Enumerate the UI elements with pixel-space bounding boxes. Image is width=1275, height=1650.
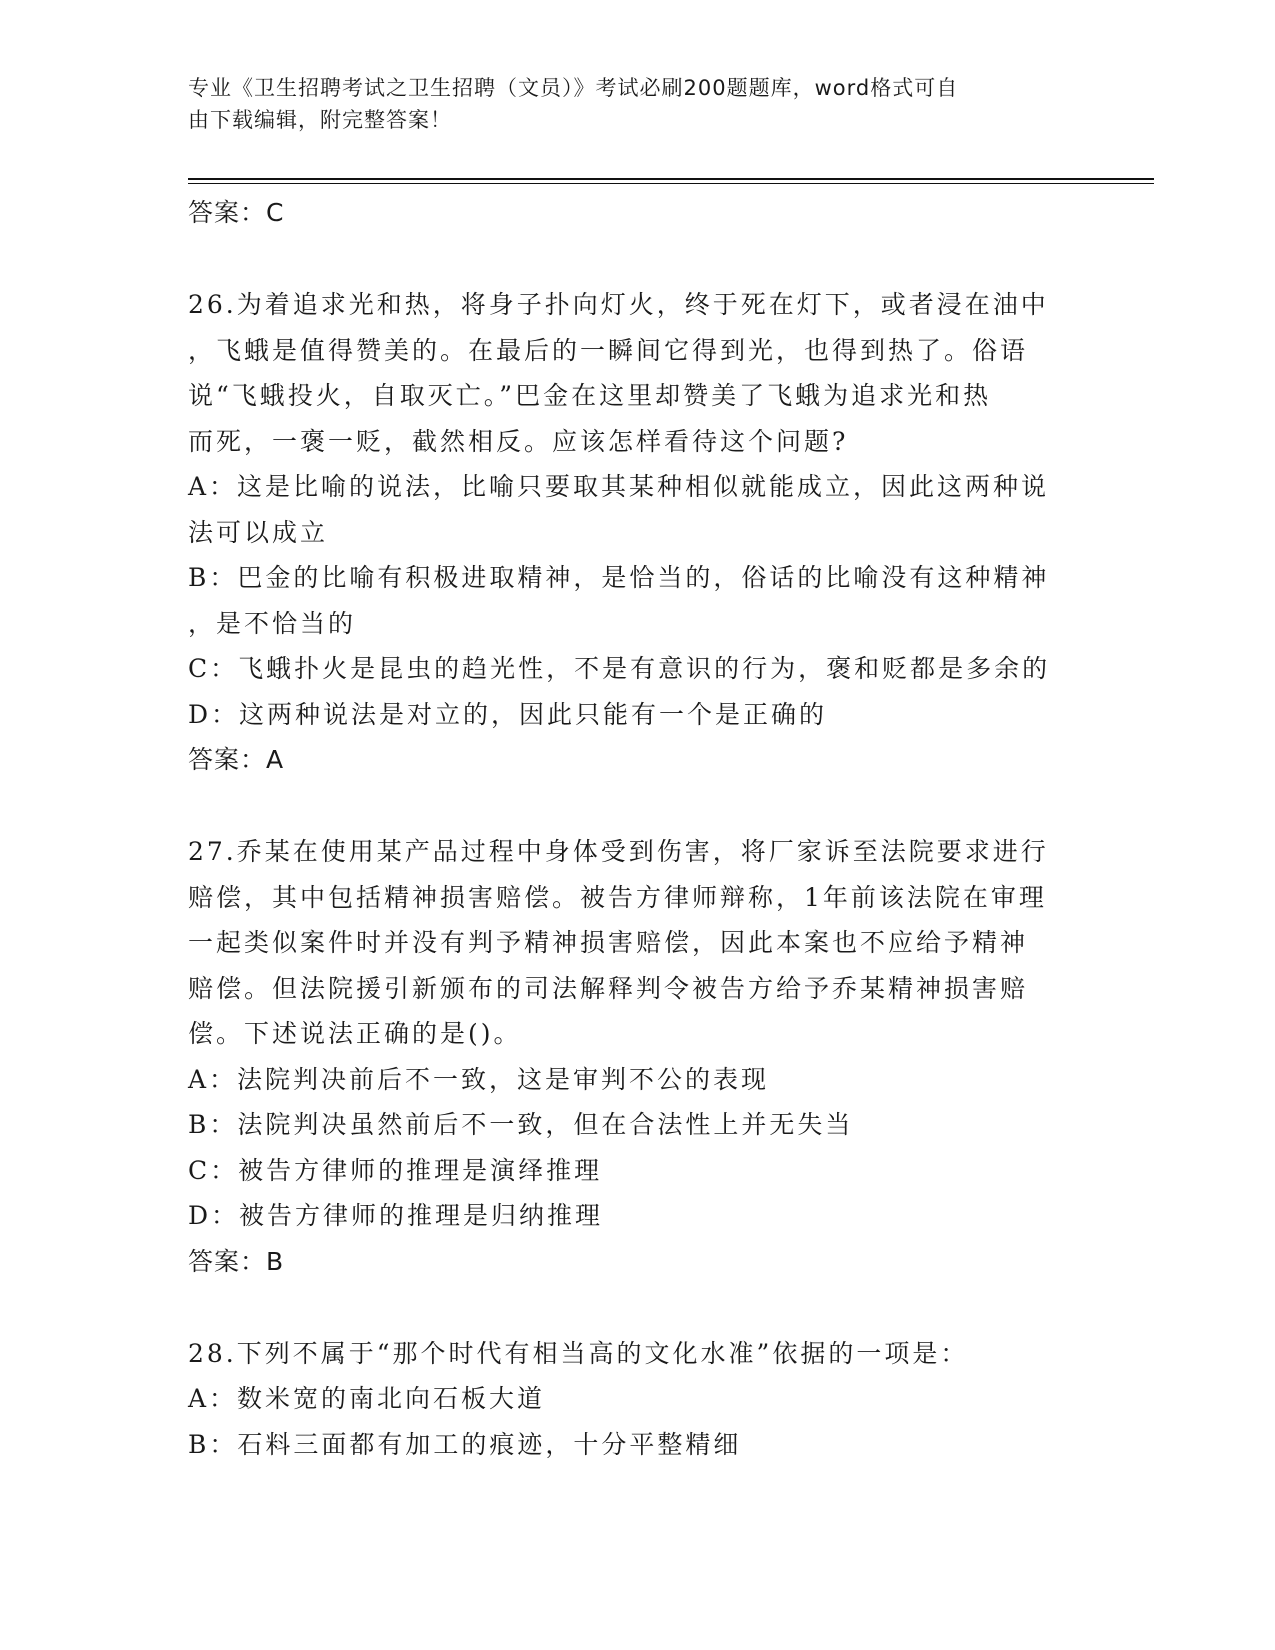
option-a: A：这是比喻的说法，比喻只要取其某种相似就能成立，因此这两种说: [188, 472, 1050, 501]
question-26: [188, 282, 1088, 783]
question-stem-line: 而死，一褒一贬，截然相反。应该怎样看待这个问题?: [188, 426, 849, 456]
question-28: [188, 1331, 1088, 1468]
option-b: B：巴金的比喻有积极进取精神，是恰当的，俗话的比喻没有这种精神: [188, 563, 1050, 592]
header-divider-thick: [188, 178, 1154, 180]
option-d: D：这两种说法是对立的，因此只能有一个是正确的: [188, 699, 828, 729]
option-a-continued: 法可以成立: [188, 517, 329, 547]
question-stem-line: 偿。下述说法正确的是()。: [188, 1019, 522, 1048]
option-b: B：石料三面都有加工的痕迹，十分平整精细: [188, 1429, 742, 1459]
option-a: A：法院判决前后不一致，这是审判不公的表现: [188, 1064, 770, 1094]
option-a: A：数米宽的南北向石板大道: [188, 1384, 546, 1413]
question-stem-line: 28.下列不属于“那个时代有相当高的文化水准”依据的一项是：: [188, 1338, 969, 1368]
question-stem-line: 赔偿。但法院援引新颁布的司法解释判令被告方给予乔某精神损害赔: [188, 973, 1029, 1003]
question-content: [188, 190, 1088, 1467]
question-stem-line: ，飞蛾是值得赞美的。在最后的一瞬间它得到光，也得到热了。俗语: [188, 335, 1029, 365]
option-c: C：飞蛾扑火是昆虫的趋光性，不是有意识的行为，褒和贬都是多余的: [188, 654, 1051, 683]
question-stem-line: 赔偿，其中包括精神损害赔偿。被告方律师辩称，1年前该法院在审理: [188, 882, 1047, 912]
option-c: C：被告方律师的推理是演绎推理: [188, 1155, 603, 1185]
document-header: [188, 72, 1088, 136]
question-stem-line: 26.为着追求光和热，将身子扑向灯火，终于死在灯下，或者浸在油中: [188, 290, 1049, 319]
question-stem-line: 27.乔某在使用某产品过程中身体受到伤害，将厂家诉至法院要求进行: [188, 837, 1049, 866]
header-line-2: 由下载编辑，附完整答案！: [188, 108, 452, 132]
option-b-continued: ，是不恰当的: [188, 608, 357, 638]
header-divider-thin: [188, 183, 1154, 184]
question-27: [188, 829, 1088, 1285]
answer-line: 答案：C: [188, 198, 285, 227]
question-stem-line: 一起类似案件时并没有判予精神损害赔偿，因此本案也不应给予精神: [188, 928, 1029, 957]
answer-line: 答案：A: [188, 745, 285, 774]
question-stem-line: 说“飞蛾投火，自取灭亡。”巴金在这里却赞美了飞蛾为追求光和热: [188, 381, 992, 410]
option-d: D：被告方律师的推理是归纳推理: [188, 1201, 604, 1230]
option-b: B：法院判决虽然前后不一致，但在合法性上并无失当: [188, 1110, 854, 1139]
answer-line: 答案：B: [188, 1246, 285, 1276]
header-line-1: 专业《卫生招聘考试之卫生招聘（文员）》考试必刷200题题库，word格式可自: [188, 76, 959, 100]
